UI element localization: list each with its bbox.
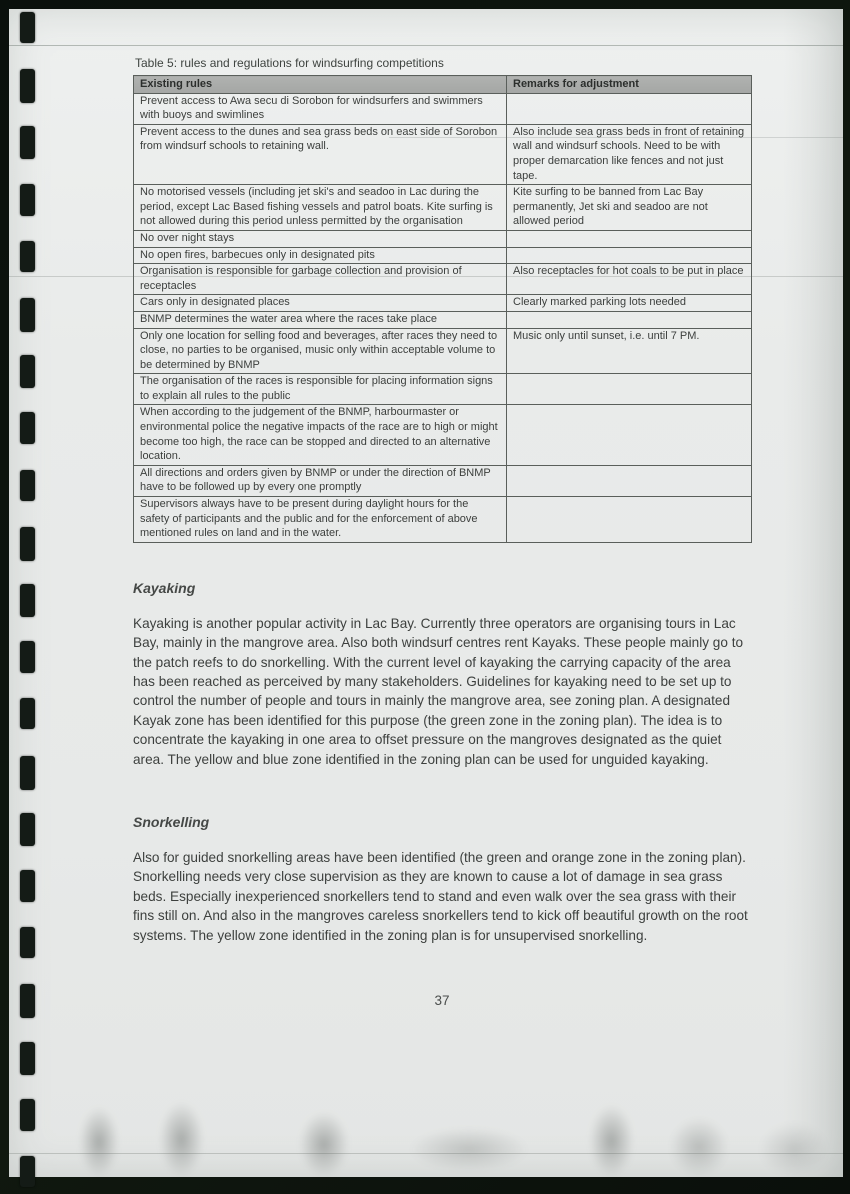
section-body-kayaking: Kayaking is another popular activity in Lac Bay. Currently three operators are organising tours in Lac Bay, mainly in the mangrove area. Also both windsurf centres rent Kayaks. These people mainly go to the patch reefs to do snorkelling. With the current level of kayaking the carrying capacity of the area has been reached as perceived by many stakeholders. Guidelines for kayaking need to be set up to control the number of people and tours in mainly the mangrove area, see zoning plan. A designated Kayak zone has been identified for this purpose (the green zone in the zoning plan). The idea is to concentrate the kayaking in one area to offset pressure on the mangroves designated as the quiet area. The yellow and blue zone identified in the zoning plan can be used for unguided kayaking.: [133, 615, 744, 767]
remark-cell: [507, 405, 752, 465]
table-row: [134, 124, 752, 184]
remark-cell: [507, 93, 752, 124]
remark-cell: [507, 247, 752, 264]
remark-cell: Also receptacles for hot coals to be put in place: [507, 264, 752, 295]
binding-holes: [9, 9, 69, 1177]
rule-cell: No over night stays: [134, 230, 507, 247]
binder-hole: [20, 184, 35, 216]
table-caption: Table 5: rules and regulations for windsurfing competitions: [135, 56, 444, 70]
table-row: [134, 93, 752, 124]
binder-hole: [20, 584, 35, 617]
remark-cell: Also include sea grass beds in front of retaining wall and windsurf schools. Need to be with proper demarcation like fences and not just tape.: [507, 124, 752, 184]
remark-cell: Kite surfing to be banned from Lac Bay permanently, Jet ski and seadoo are not allowed period: [507, 185, 752, 231]
scan-artifact-line: [9, 45, 843, 46]
rule-cell: No motorised vessels (including jet ski's and seadoo in Lac during the period, except Lac Based fishing vessels and patrol boats. Kite surfing is not allowed during this period unless permitted by the organisation: [134, 185, 507, 231]
remark-cell: [507, 465, 752, 496]
remark-cell: [507, 497, 752, 543]
binder-hole: [20, 813, 35, 846]
table-row: [134, 264, 752, 295]
binder-hole: [20, 470, 35, 501]
scan-smudges: [9, 1097, 843, 1177]
rule-cell: No open fires, barbecues only in designated pits: [134, 247, 507, 264]
binder-hole: [20, 12, 35, 43]
binder-hole: [20, 870, 35, 902]
binder-hole: [20, 69, 35, 103]
table-row: [134, 295, 752, 312]
binder-hole: [20, 641, 35, 673]
binder-hole: [20, 126, 35, 159]
table-row: [134, 374, 752, 405]
binder-hole: [20, 984, 35, 1018]
remark-cell: Clearly marked parking lots needed: [507, 295, 752, 312]
rule-cell: Organisation is responsible for garbage collection and provision of receptacles: [134, 264, 507, 295]
section-heading-snorkelling: Snorkelling: [133, 814, 210, 831]
table-row: [134, 230, 752, 247]
table-body: [134, 93, 752, 542]
remark-cell: [507, 374, 752, 405]
rule-cell: Prevent access to the dunes and sea grass beds on east side of Sorobon from windsurf schools to retaining wall.: [134, 124, 507, 184]
scan-edge-shadow: [783, 9, 843, 1177]
table-row: [134, 247, 752, 264]
binder-hole: [20, 927, 35, 958]
binder-hole: [20, 241, 35, 272]
section-heading-kayaking: Kayaking: [133, 579, 196, 596]
document-content: [133, 56, 751, 1008]
rule-cell: Only one location for selling food and beverages, after races they need to close, no parties to be organised, music only within acceptable volume to be determined by BNMP: [134, 328, 507, 374]
binder-hole: [20, 298, 35, 332]
binder-hole: [20, 756, 35, 790]
rule-cell: When according to the judgement of the BNMP, harbourmaster or environmental police the negative impacts of the race are to high or might become too high, the race can be stopped and directed to an alternative location.: [134, 405, 507, 465]
column-header-remarks: Remarks for adjustment: [507, 76, 752, 94]
table-row: [134, 497, 752, 543]
page-number: 37: [434, 993, 450, 1009]
table-row: [134, 405, 752, 465]
rule-cell: Cars only in designated places: [134, 295, 507, 312]
table-row: [134, 311, 752, 328]
table-row: [134, 185, 752, 231]
rule-cell: Supervisors always have to be present during daylight hours for the safety of participants and the public and for the enforcement of above mentioned rules on land and in the water.: [134, 497, 507, 543]
rule-cell: BNMP determines the water area where the races take place: [134, 311, 507, 328]
remark-cell: [507, 311, 752, 328]
rule-cell: The organisation of the races is responsible for placing information signs to explain all rules to the public: [134, 374, 507, 405]
column-header-existing-rules: Existing rules: [134, 76, 507, 94]
binder-hole: [20, 412, 35, 444]
paper-sheet: [9, 9, 843, 1177]
rules-table: [133, 75, 752, 543]
section-body-snorkelling: Also for guided snorkelling areas have been identified (the green and orange zone in the zoning plan). Snorkelling needs very close supervision as they are known to cause a lot of damage in sea grass beds. Especially inexperienced snorkellers tend to stand and even walk over the sea grass with their fins still on. And also in the mangroves careless snorkellers tend to kick off beautiful growth on the root systems. The yellow zone identified in the zoning plan is for unsupervised snorkelling.: [133, 850, 748, 943]
table-row: [134, 328, 752, 374]
binder-hole: [20, 698, 35, 729]
rule-cell: All directions and orders given by BNMP or under the direction of BNMP have to be followed up by every one promptly: [134, 465, 507, 496]
table-header-row: [134, 76, 752, 94]
binder-hole: [20, 355, 35, 388]
binder-hole: [20, 1042, 35, 1075]
binder-hole: [20, 527, 35, 561]
rule-cell: Prevent access to Awa secu di Sorobon for windsurfers and swimmers with buoys and swimlines: [134, 93, 507, 124]
table-row: [134, 465, 752, 496]
remark-cell: Music only until sunset, i.e. until 7 PM.: [507, 328, 752, 374]
remark-cell: [507, 230, 752, 247]
